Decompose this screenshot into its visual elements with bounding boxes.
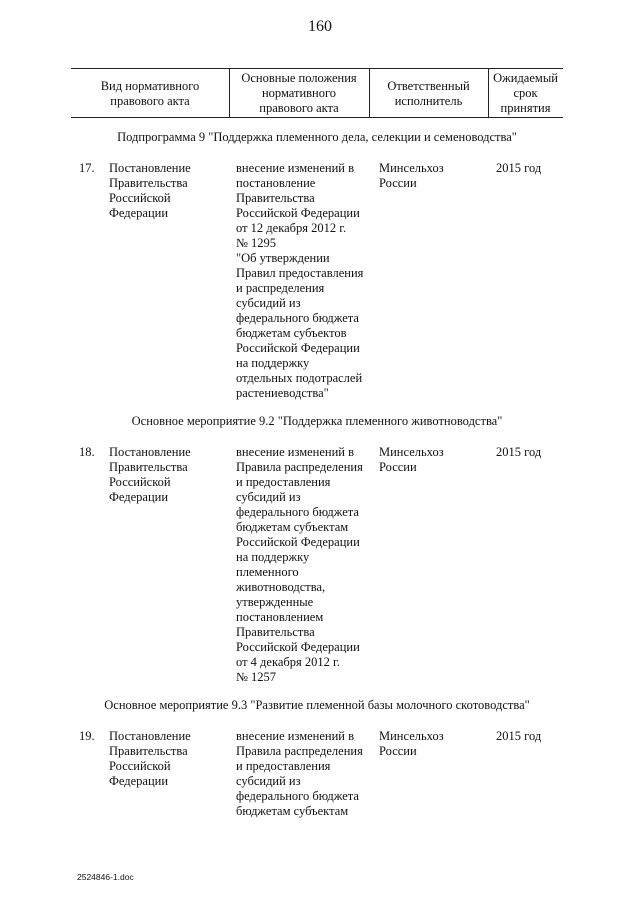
- section-title: Основное мероприятие 9.2 "Поддержка племенного животноводства": [131, 414, 503, 428]
- row-number: 19.: [79, 729, 95, 743]
- header-bottom-rule: [71, 117, 563, 118]
- page-number: 160: [308, 18, 332, 35]
- responsible-executor: Минсельхоз России: [379, 161, 444, 190]
- act-type: Постановление Правительства Российской Федерации: [109, 729, 191, 788]
- responsible-executor: Минсельхоз России: [379, 445, 444, 474]
- header-top-rule: [71, 68, 563, 69]
- act-provisions: внесение изменений в Правила распределения и предоставления субсидий из федерального бюджета бюджетам субъектам: [236, 729, 363, 818]
- document-footer: 2524846-1.doc: [77, 872, 134, 882]
- expected-term: 2015 год: [496, 445, 542, 459]
- expected-term: 2015 год: [496, 729, 542, 743]
- header-executor: Ответственный исполнитель: [387, 79, 470, 108]
- header-act-type: Вид нормативного правового акта: [100, 79, 200, 108]
- responsible-executor: Минсельхоз России: [379, 729, 444, 758]
- act-type: Постановление Правительства Российской Федерации: [109, 445, 191, 504]
- section-title: Подпрограмма 9 "Поддержка племенного дела, селекции и семеноводства": [117, 130, 517, 144]
- header-term: Ожидаемый срок принятия: [493, 71, 558, 115]
- act-provisions: внесение изменений в Правила распределения и предоставления субсидий из федерального бюджета бюджетам субъектам Российской Федерации на поддержку племенного животноводства, утвержденные постановлением Правительства Российской Федерации от 4 декабря 2012 г. № 1257: [236, 445, 363, 684]
- act-type: Постановление Правительства Российской Федерации: [109, 161, 191, 220]
- row-number: 18.: [79, 445, 95, 459]
- act-provisions: внесение изменений в постановление Правительства Российской Федерации от 12 декабря 2012 г. № 1295 "Об утверждении Правил предоставления и распределения субсидий из федерального бюджета бюджетам субъектов Российской Федерации на поддержку отдельных подотраслей растениеводства": [236, 161, 364, 400]
- row-number: 17.: [79, 161, 95, 175]
- section-title: Основное мероприятие 9.3 "Развитие племенной базы молочного скотоводства": [104, 698, 530, 712]
- expected-term: 2015 год: [496, 161, 542, 175]
- header-provisions: Основные положения нормативного правового акта: [241, 71, 357, 115]
